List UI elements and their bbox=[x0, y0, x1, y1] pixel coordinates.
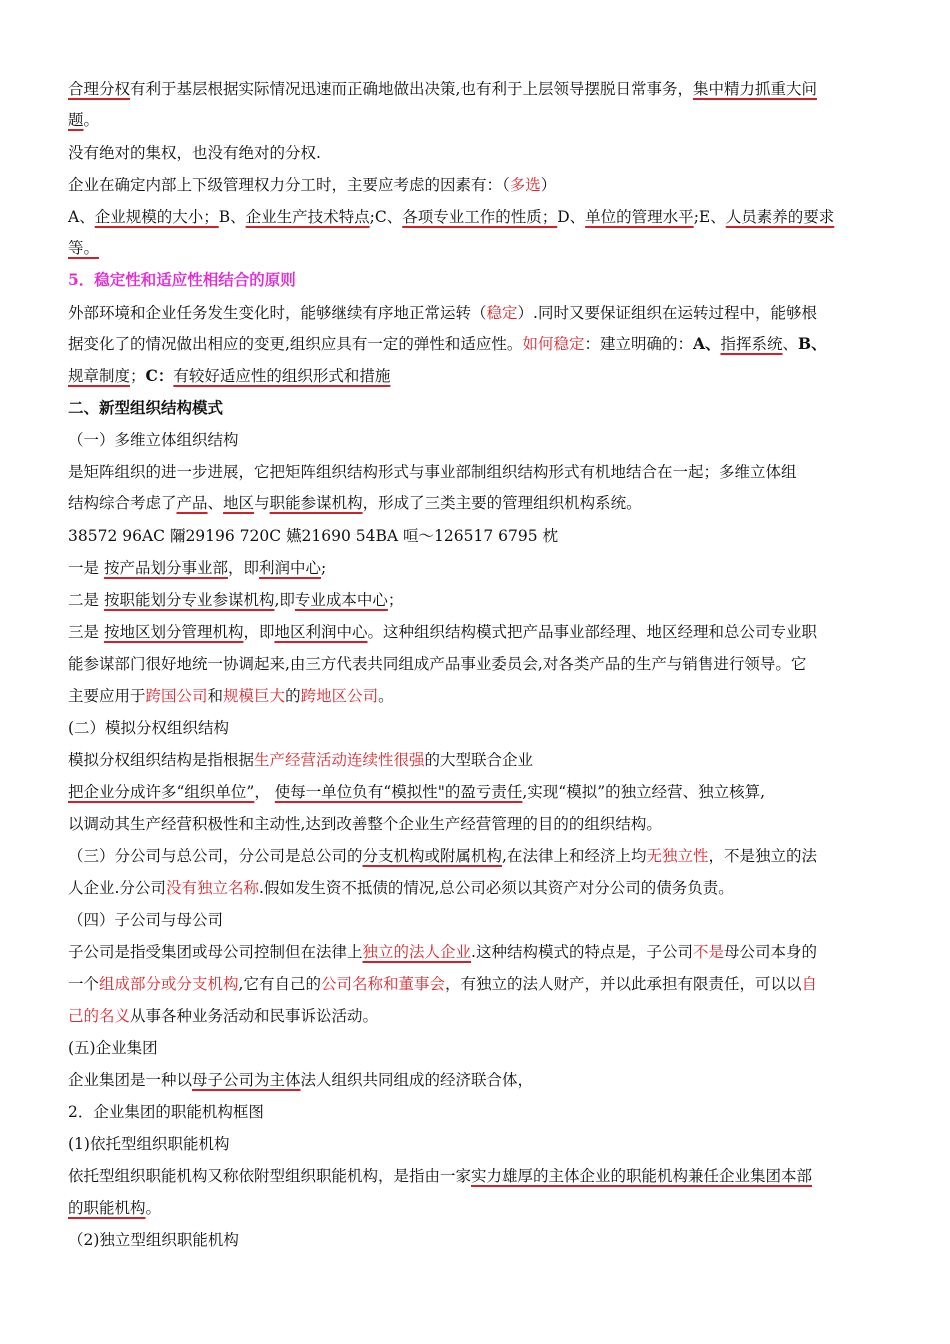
text-line bbox=[68, 1037, 158, 1059]
underlined-text: 母子公司为主体 bbox=[192, 1071, 301, 1089]
highlighted-text: 自 bbox=[801, 975, 818, 993]
text-line bbox=[68, 429, 239, 451]
text-line bbox=[68, 1069, 533, 1091]
text-line bbox=[68, 333, 827, 355]
text-line bbox=[68, 237, 99, 259]
text-segment: 企业在确定内部上下级管理权力分工时，主要应考虑的因素有：（ bbox=[68, 176, 510, 194]
underlined-text: 企业生产技术特点 bbox=[245, 208, 370, 226]
highlighted-text: 规模巨大 bbox=[223, 687, 286, 705]
text-segment: 二是 bbox=[68, 591, 104, 609]
underlined-text: 各项专业工作的性质； bbox=[402, 208, 558, 226]
text-segment: ）.同时又要保证组织在运转过程中，能够根 bbox=[517, 304, 817, 322]
text-segment: ：建立明确的： bbox=[584, 335, 693, 353]
text-line bbox=[68, 78, 817, 100]
text-segment: 、 bbox=[782, 335, 799, 353]
text-segment: （2)独立型组织职能机构 bbox=[68, 1231, 239, 1249]
underlined-text: 把企业分成许多“组织单位” bbox=[68, 783, 255, 801]
text-line bbox=[68, 557, 326, 579]
underlined-text: 等。 bbox=[68, 239, 100, 257]
text-segment: 模拟分权组织结构是指根据 bbox=[68, 751, 255, 769]
text-line bbox=[68, 1101, 264, 1123]
text-segment: 和 bbox=[207, 687, 224, 705]
text-segment: 。 bbox=[378, 687, 394, 705]
text-segment: 没有绝对的集权，也没有绝对的分权. bbox=[68, 144, 321, 162]
text-segment: 三是 bbox=[68, 623, 104, 641]
text-segment: 人企业.分公司 bbox=[68, 879, 166, 897]
text-segment: (二）模拟分权组织结构 bbox=[68, 719, 230, 737]
text-segment: （四）子公司与母公司 bbox=[68, 911, 224, 929]
text-segment: 。 bbox=[83, 111, 100, 129]
text-line bbox=[68, 142, 321, 164]
highlighted-text: 无独立性 bbox=[646, 847, 709, 865]
text-line bbox=[68, 492, 642, 514]
text-segment: ， bbox=[254, 783, 275, 801]
text-segment: .这种结构模式的特点是，子公司 bbox=[471, 943, 693, 961]
text-line bbox=[68, 877, 734, 899]
text-segment: 的 bbox=[285, 687, 301, 705]
text-line bbox=[68, 365, 390, 387]
text-segment: 结构综合考虑了 bbox=[68, 494, 177, 512]
underlined-text: 地区 bbox=[223, 494, 255, 512]
highlighted-text: 多选 bbox=[509, 176, 541, 194]
highlighted-text: 不是 bbox=[692, 943, 724, 961]
text-segment: ，有独立的法人财产，并以此承担有限责任，可以以 bbox=[444, 975, 802, 993]
underlined-text: 按产品划分事业部 bbox=[103, 559, 228, 577]
highlighted-text: 生产经营活动连续性很强 bbox=[254, 751, 425, 769]
text-line bbox=[68, 461, 797, 483]
text-line bbox=[68, 109, 99, 131]
text-line bbox=[68, 717, 229, 739]
text-segment: B、 bbox=[798, 334, 827, 353]
text-segment: ； bbox=[387, 591, 404, 609]
underlined-text: 实力雄厚的主体企业的职能机构兼任企业集团本部 bbox=[471, 1167, 813, 1185]
text-segment: 以调动其生产经营积极性和主动性,达到改善整个企业生产经营管理的目的的组织结构。 bbox=[68, 815, 662, 833]
text-segment: 依托型组织职能机构又称依附型组织职能机构，是指由一家 bbox=[68, 1167, 472, 1185]
text-segment: ,实现“模拟”的独立经营、独立核算, bbox=[522, 783, 766, 801]
text-line bbox=[68, 749, 533, 771]
underlined-text: 分支机构或附属机构 bbox=[362, 847, 503, 865]
highlighted-text: 己的名义 bbox=[68, 1007, 131, 1025]
underlined-text: 按地区划分管理机构 bbox=[103, 623, 244, 641]
underlined-text: 合理分权 bbox=[68, 80, 131, 98]
underlined-text: 的职能机构 bbox=[68, 1199, 146, 1217]
text-segment: 与 bbox=[254, 494, 270, 512]
underlined-text: 独立的法人企业 bbox=[362, 943, 472, 961]
highlighted-text: 公司名称和董事会 bbox=[320, 975, 445, 993]
text-line bbox=[68, 781, 765, 803]
text-line bbox=[68, 621, 817, 643]
text-segment: 法人组织共同组成的经济联合体， bbox=[300, 1071, 534, 1089]
text-segment: 是矩阵组织的进一步进展，它把矩阵组织结构形式与事业部制组织结构形式有机地结合在一起；多维立体组 bbox=[68, 463, 797, 481]
text-line bbox=[68, 525, 558, 547]
text-segment: 。这种组织结构模式把产品事业部经理、地区经理和总公司专业职 bbox=[367, 623, 817, 641]
highlighted-text: 跨国公司 bbox=[145, 687, 208, 705]
text-segment: ,在法律上和经济上均 bbox=[502, 847, 647, 865]
highlighted-text: 5．稳定性和适应性相结合的原则 bbox=[68, 270, 296, 289]
text-line bbox=[68, 174, 556, 196]
underlined-text: 企业规模的大小； bbox=[94, 208, 219, 226]
text-segment: ;E、 bbox=[693, 208, 726, 226]
underlined-text: 人员素养的要求 bbox=[725, 208, 835, 226]
text-segment: ； bbox=[130, 367, 146, 385]
text-line bbox=[68, 653, 806, 675]
text-segment: ,即 bbox=[274, 591, 295, 609]
text-segment: 一是 bbox=[68, 559, 104, 577]
underlined-text: 集中精力抓重大问 bbox=[692, 80, 817, 98]
text-segment: 、 bbox=[207, 494, 224, 512]
underlined-text: 职能参谋机构 bbox=[269, 494, 363, 512]
text-line bbox=[68, 685, 394, 707]
text-segment: （三）分公司与总公司，分公司是总公司的 bbox=[68, 847, 363, 865]
text-segment: 据变化了的情况做出相应的变更,组织应具有一定的弹性和适应性。 bbox=[68, 335, 523, 353]
text-segment: ,它有自己的 bbox=[238, 975, 321, 993]
highlighted-text: 没有独立名称 bbox=[165, 879, 259, 897]
underlined-text: 题 bbox=[68, 111, 84, 129]
text-segment: (五)企业集团 bbox=[68, 1039, 158, 1057]
text-segment: ;C、 bbox=[369, 208, 403, 226]
underlined-text: 专业成本中心 bbox=[294, 591, 388, 609]
text-line bbox=[68, 813, 662, 835]
text-segment: 二、新型组织结构模式 bbox=[68, 398, 224, 417]
text-segment: ） bbox=[540, 176, 557, 194]
text-segment: ，不是独立的法 bbox=[708, 847, 817, 865]
text-line bbox=[68, 941, 817, 963]
text-segment: C： bbox=[145, 366, 174, 385]
text-segment: 的大型联合企业 bbox=[424, 751, 534, 769]
text-segment: D、 bbox=[557, 208, 586, 226]
text-line bbox=[68, 973, 817, 995]
underlined-text: 规章制度 bbox=[68, 367, 131, 385]
text-segment: 能参谋部门很好地统一协调起来,由三方代表共同组成产品事业委员会,对各类产品的生产与销售进行领导。它 bbox=[68, 655, 807, 673]
text-segment: （一）多维立体组织结构 bbox=[68, 431, 239, 449]
text-segment: (1)依托型组织职能机构 bbox=[68, 1135, 230, 1153]
text-segment: ; bbox=[320, 559, 327, 577]
text-segment: ，即 bbox=[243, 623, 275, 641]
text-segment: ，形成了三类主要的管理组织机构系统。 bbox=[362, 494, 642, 512]
text-line bbox=[68, 1229, 239, 1251]
text-line bbox=[68, 206, 834, 228]
text-line bbox=[68, 1005, 378, 1027]
text-segment: 企业集团是一种以 bbox=[68, 1071, 193, 1089]
text-line bbox=[68, 397, 223, 419]
text-segment: 外部环境和企业任务发生变化时，能够继续有序地正常运转（ bbox=[68, 304, 487, 322]
text-line bbox=[68, 269, 296, 291]
underlined-text: 单位的管理水平 bbox=[585, 208, 694, 226]
text-line bbox=[68, 845, 817, 867]
text-segment: 主要应用于 bbox=[68, 687, 146, 705]
text-segment: 一个 bbox=[68, 975, 100, 993]
text-segment: 母公司本身的 bbox=[723, 943, 817, 961]
underlined-text: 按职能划分专业参谋机构 bbox=[103, 591, 275, 609]
text-segment: ，即 bbox=[227, 559, 259, 577]
text-line bbox=[68, 302, 817, 324]
text-line bbox=[68, 1197, 161, 1219]
text-segment: A、 bbox=[692, 334, 721, 353]
highlighted-text: 跨地区公司 bbox=[300, 687, 379, 705]
text-segment: B、 bbox=[218, 208, 246, 226]
text-line bbox=[68, 1165, 812, 1187]
text-segment: 子公司是指受集团或母公司控制但在法律上 bbox=[68, 943, 363, 961]
highlighted-text: 组成部分或分支机构 bbox=[99, 975, 239, 993]
text-segment: 2．企业集团的职能机构框图 bbox=[68, 1103, 264, 1121]
highlighted-text: 如何稳定 bbox=[522, 335, 585, 353]
underlined-text: 利润中心 bbox=[258, 559, 321, 577]
text-line bbox=[68, 909, 223, 931]
text-segment: .假如发生资不抵债的情况,总公司必须以其资产对分公司的债务负责。 bbox=[258, 879, 734, 897]
text-line bbox=[68, 589, 403, 611]
text-segment: 有利于基层根据实际情况迅速而正确地做出决策,也有利于上层领导摆脱日常事务， bbox=[130, 80, 693, 98]
underlined-text: 指挥系统 bbox=[720, 335, 783, 353]
underlined-text: 产品 bbox=[176, 494, 208, 512]
text-segment: 38572 96AC 隬29196 720C 嬿21690 54BA 咺～126517 6795 枕 bbox=[68, 527, 558, 545]
text-segment: A、 bbox=[68, 208, 95, 226]
highlighted-text: 稳定 bbox=[486, 304, 518, 322]
underlined-text: 使每一单位负有“模拟性"的盈亏责任 bbox=[274, 783, 523, 801]
text-line bbox=[68, 1133, 229, 1155]
underlined-text: 地区利润中心 bbox=[274, 623, 368, 641]
underlined-text: 有较好适应性的组织形式和措施 bbox=[173, 367, 391, 385]
text-segment: 。 bbox=[145, 1199, 162, 1217]
text-segment: 从事各种业务活动和民事诉讼活动。 bbox=[130, 1007, 379, 1025]
